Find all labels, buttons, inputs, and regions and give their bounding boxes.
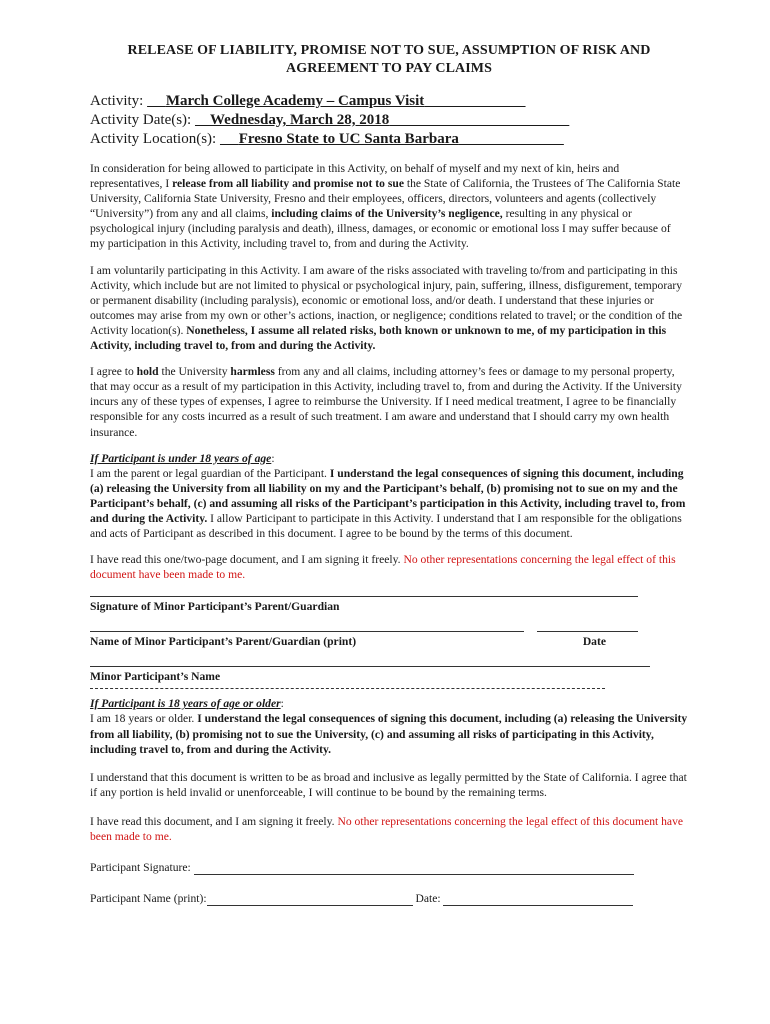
participant-signature-label: Participant Signature: bbox=[90, 861, 191, 875]
minor-section-heading: If Participant is under 18 years of age bbox=[90, 451, 272, 465]
section-divider bbox=[90, 688, 605, 689]
activity-dates-value: Wednesday, March 28, 2018 bbox=[209, 112, 390, 128]
consideration-paragraph: In consideration for being allowed to participate in this Activity, on behalf of myself and my next of kin, heirs and representatives, I release from all liability and promise not to sue the State of California, the Trustees of The California State University, California State University, Fresno and their employees, officers, directors, volunteers and agents (collectively “University”) from any and all claims, including claims of the University’s negligence, resulting in any physical or psychological injury (including paralysis and death), illness, damages, or economic or emotional loss I may suffer because of my participation in this Activity, including travel to, from and during the Activity. bbox=[90, 162, 681, 251]
activity-dates-row bbox=[90, 111, 688, 130]
adult-participant-section: If Participant is 18 years of age or older: I am 18 years or older. I understand the legal consequences of signing this document, including (a) releasing the University from all liability, (b) promising not to sue the University, (c) and assuming all risks of participating in this Activity, including travel to, from and during the Activity. bbox=[90, 697, 688, 756]
participant-signature-row bbox=[90, 860, 688, 875]
adult-section-heading: If Participant is 18 years of age or older bbox=[90, 697, 281, 711]
participant-name-line[interactable] bbox=[207, 893, 413, 906]
parent-signature-line[interactable] bbox=[90, 596, 638, 597]
activity-location-row bbox=[90, 130, 688, 149]
activity-label: Activity: bbox=[90, 93, 144, 109]
release-form-page bbox=[90, 40, 688, 906]
severability-paragraph: I understand that this document is written to be as broad and inclusive as legally permitted by the State of California. I agree that if any portion is held invalid or unenforceable, I will continue to be bound by the remaining terms. bbox=[90, 770, 687, 799]
parent-name-block bbox=[90, 631, 688, 649]
parent-signature-block bbox=[90, 596, 688, 614]
document-title bbox=[90, 42, 688, 78]
parent-date-label: Date bbox=[582, 635, 606, 649]
participant-date-line[interactable] bbox=[443, 893, 633, 906]
parent-date-line[interactable] bbox=[537, 631, 638, 632]
title-line-2: AGREEMENT TO PAY CLAIMS bbox=[286, 61, 492, 76]
minor-name-line[interactable] bbox=[90, 666, 650, 667]
parent-name-label: Name of Minor Participant’s Parent/Guardian (print) bbox=[90, 635, 357, 649]
hold-harmless-paragraph: I agree to hold the University harmless from any and all claims, including attorney’s fees or damage to my personal property, that may occur as a result of my participation in this Activity, including travel to, from and during the Activity. If the University incurs any of these types of expenses, I agree to reimburse the University. If I need medical treatment, I agree to be financially responsible for any costs incurred as a result of such treatment. I am aware and understand that I should carry my own health insurance. bbox=[90, 365, 682, 439]
participant-name-label: Participant Name (print): bbox=[90, 892, 207, 906]
participant-date-label: Date: bbox=[415, 892, 441, 906]
minor-name-label: Minor Participant’s Name bbox=[90, 670, 221, 684]
title-line-1: RELEASE OF LIABILITY, PROMISE NOT TO SUE, ASSUMPTION OF RISK AND bbox=[127, 43, 651, 58]
participant-name-row bbox=[90, 891, 688, 906]
minor-name-block bbox=[90, 666, 688, 689]
activity-location-label: Activity Location(s): bbox=[90, 131, 217, 147]
parent-name-line[interactable] bbox=[90, 631, 524, 632]
assumption-of-risk-paragraph: I am voluntarily participating in this Activity. I am aware of the risks associated with traveling to/from and participating in this Activity, which include but are not limited to physical or psychological injury, pain, suffering, illness, disfigurement, temporary or permanent disability (including paralysis), economic or emotional loss, and/or death. I understand that these injuries or outcomes may arise from my own or other’s actions, inaction, or negligence; conditions related to travel; or the condition of the Activity location(s). Nonetheless, I assume all related risks, both known or unknown to me, of my participation in this Activity, including travel to, from and during the Activity. bbox=[90, 263, 683, 353]
minor-read-statement: I have read this one/two-page document, and I am signing it freely. No other representations concerning the legal effect of this document have been made to me. bbox=[90, 553, 676, 582]
activity-fields bbox=[90, 92, 688, 149]
activity-dates-label: Activity Date(s): bbox=[90, 112, 192, 128]
adult-no-representations-notice: No other representations concerning the legal effect of this document have been made to me. bbox=[90, 814, 684, 843]
participant-signature-line[interactable] bbox=[194, 862, 634, 875]
adult-read-statement: I have read this document, and I am signing it freely. No other representations concerning the legal effect of this document have been made to me. bbox=[90, 814, 684, 843]
minor-participant-section: If Participant is under 18 years of age: I am the parent or legal guardian of the Participant. I understand the legal consequences of signing this document, including (a) releasing the University from all liability on my and the Participant’s behalf, (b) promising not to sue on my and the Participant’s behalf, (c) and assuming all risks of the Participant’s participation in this Activity, including travel to, from and during the Activity. I allow Participant to participate in this Activity. I understand that I am responsible for the obligations and acts of Participant as described in this document. I agree to be bound by the terms of this document. bbox=[90, 451, 686, 541]
parent-signature-label: Signature of Minor Participant’s Parent/Guardian bbox=[90, 600, 340, 614]
activity-value: March College Academy – Campus Visit bbox=[165, 93, 425, 109]
activity-row bbox=[90, 92, 688, 111]
minor-no-representations-notice: No other representations concerning the legal effect of this document have been made to me. bbox=[90, 553, 676, 582]
activity-location-value: Fresno State to UC Santa Barbara bbox=[238, 131, 459, 147]
